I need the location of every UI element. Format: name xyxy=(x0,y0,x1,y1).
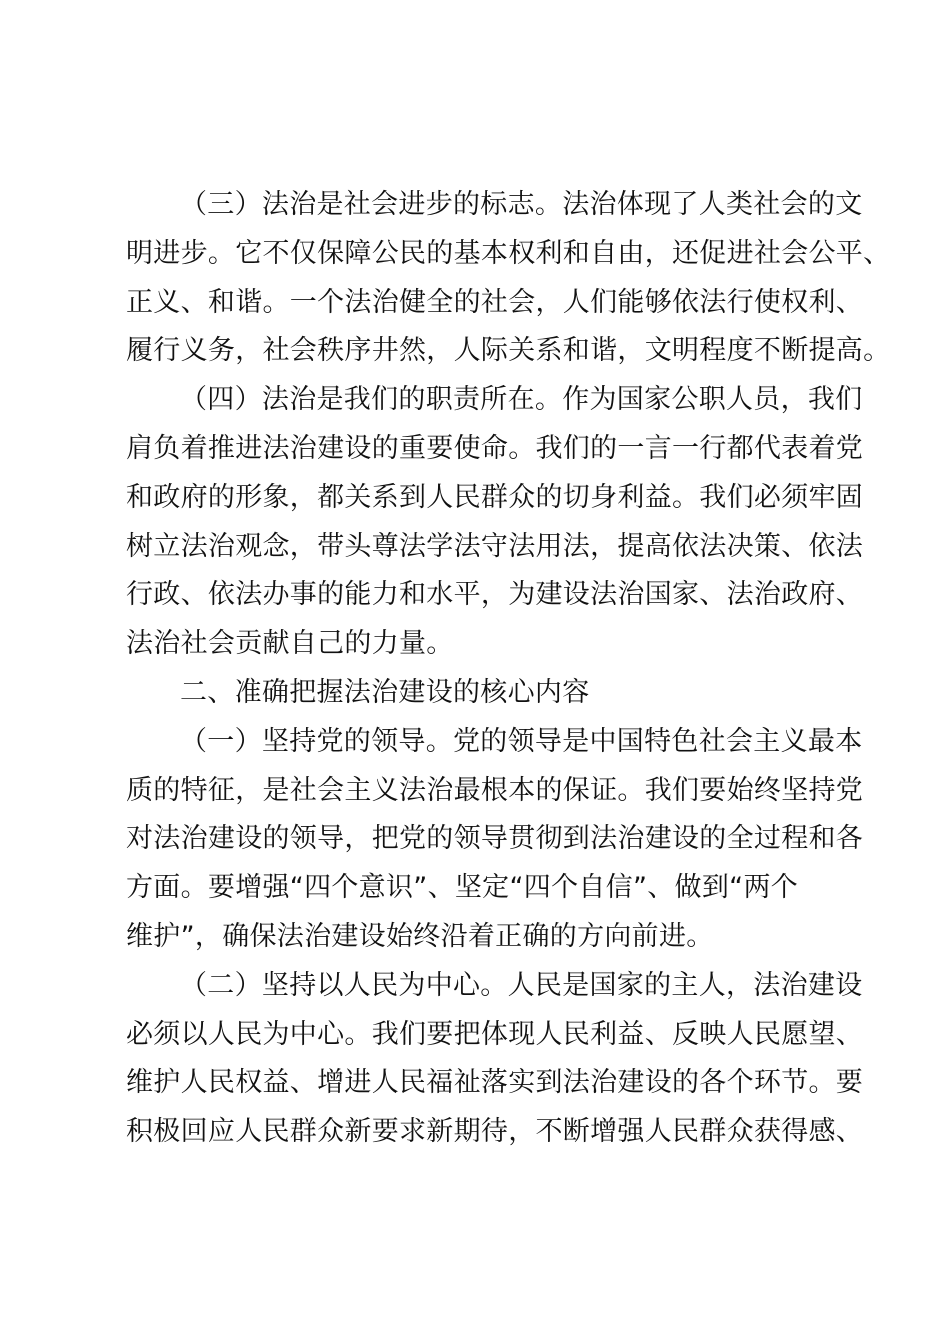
paragraph-2-line-2: 必须以人民为中心。我们要把体现人民利益、反映人民愿望、 xyxy=(126,1018,864,1050)
paragraph-4-line-5: 行政、依法办事的能力和水平，为建设法治国家、法治政府、 xyxy=(126,579,864,611)
paragraph-4-line-1: （四）法治是我们的职责所在。作为国家公职人员，我们 xyxy=(180,384,863,416)
paragraph-4-line-4: 树立法治观念，带头尊法学法守法用法，提高依法决策、依法 xyxy=(126,530,864,562)
paragraph-1-line-1: （一）坚持党的领导。党的领导是中国特色社会主义最本 xyxy=(180,725,863,757)
paragraph-4-line-2: 肩负着推进法治建设的重要使命。我们的一言一行都代表着党 xyxy=(126,432,864,464)
paragraph-1-line-3: 对法治建设的领导，把党的领导贯彻到法治建设的全过程和各 xyxy=(126,823,864,855)
paragraph-3-line-2: 明进步。它不仅保障公民的基本权利和自由，还促进社会公平、 xyxy=(126,237,891,269)
document-body xyxy=(126,181,891,1157)
paragraph-4-line-6: 法治社会贡献自己的力量。 xyxy=(126,628,454,660)
paragraph-1-line-4: 方面。要增强“四个意识”、坚定“四个自信”、做到“两个 xyxy=(126,872,799,904)
paragraph-1-line-2: 质的特征，是社会主义法治最根本的保证。我们要始终坚持党 xyxy=(126,774,864,806)
paragraph-3-line-3: 正义、和谐。一个法治健全的社会，人们能够依法行使权利、 xyxy=(126,286,864,318)
paragraph-3-line-1: （三）法治是社会进步的标志。法治体现了人类社会的文 xyxy=(180,189,863,220)
section-heading: 二、准确把握法治建设的核心内容 xyxy=(180,676,590,708)
paragraph-1-line-5: 维护”，确保法治建设始终沿着正确的方向前进。 xyxy=(126,920,714,952)
paragraph-2-line-3: 维护人民权益、增进人民福祉落实到法治建设的各个环节。要 xyxy=(126,1067,864,1099)
paragraph-2-line-4: 积极回应人民群众新要求新期待，不断增强人民群众获得感、 xyxy=(126,1116,864,1148)
paragraph-3-line-4: 履行义务，社会秩序井然，人际关系和谐，文明程度不断提高。 xyxy=(126,335,891,367)
paragraph-4-line-3: 和政府的形象，都关系到人民群众的切身利益。我们必须牢固 xyxy=(126,481,864,513)
paragraph-2-line-1: （二）坚持以人民为中心。人民是国家的主人，法治建设 xyxy=(180,969,863,1001)
